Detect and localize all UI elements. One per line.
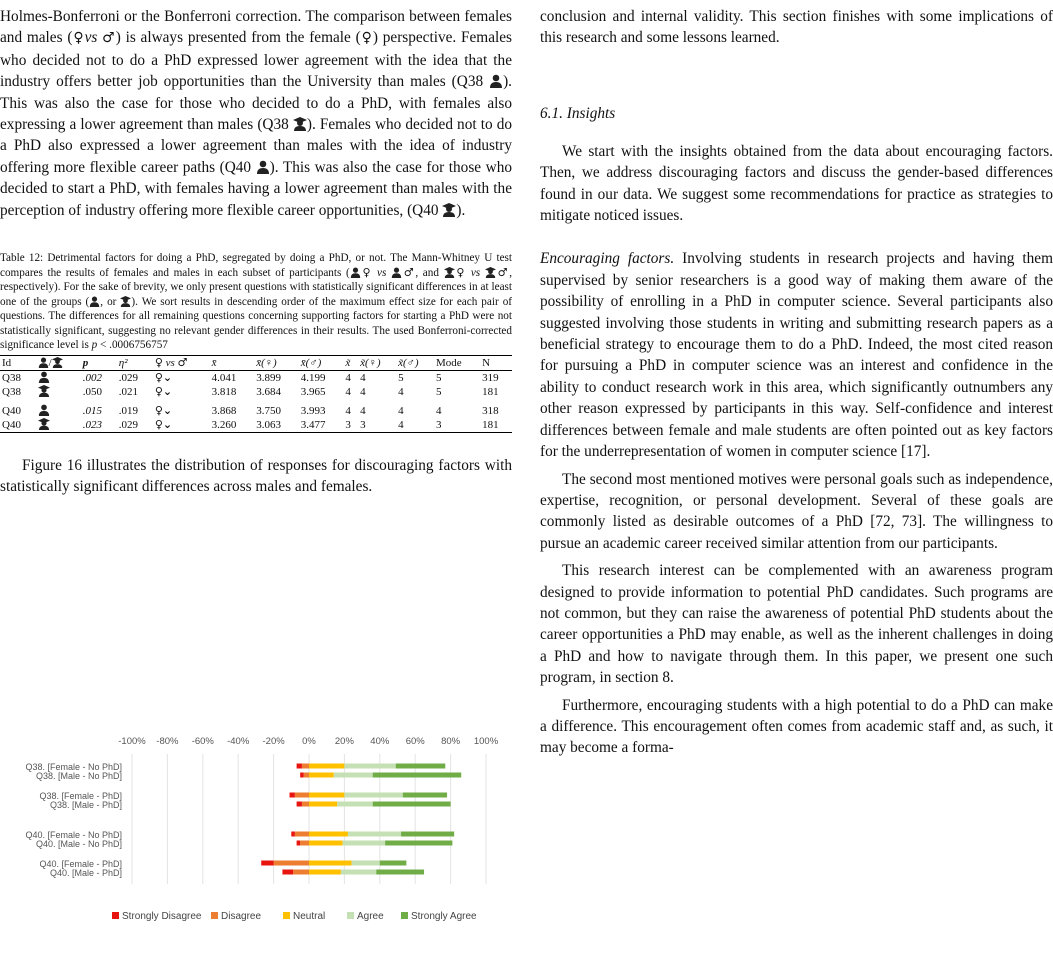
x-tick-label: 0% <box>302 736 316 747</box>
x-tick-label: -80% <box>156 736 179 747</box>
bar-segment <box>348 832 401 837</box>
table-row: Q40 .015 .019 ♀⌄ 3.868 3.750 3.993 4 4 4 4 318 <box>2 404 499 418</box>
section-heading: 6.1. Insights <box>540 104 616 122</box>
bar-segment <box>282 870 293 875</box>
legend-swatch <box>112 912 119 919</box>
bar-segment <box>290 793 295 798</box>
category-label: Q38. [Male - No PhD] <box>35 771 122 781</box>
bar-segment <box>291 832 295 837</box>
no-phd-user-icon <box>350 267 361 278</box>
no-phd-user-icon <box>89 296 100 307</box>
female-symbol: ♀ <box>360 30 373 47</box>
bar-segment <box>385 841 452 846</box>
phd-graduate-icon <box>485 267 496 278</box>
left-column <box>0 0 512 497</box>
table-caption: Table 12: Detrimental factors for doing a PhD, segregated by doing a PhD, or not. The Mann-Whitney U test compares the results of females and males in each subset of participants ( ♀ vs ♂, and ♀ vs ♂, respectively). For the sake of brevity, we only present questions with statistically significant differences in at least one of the groups ( , or ). We sort results in descending order of the maximum effect size for each pair of questions. The differences for all remaining questions concerning supporting factors for starting a PhD were not statistically significant, suggesting no relevant gender differences in their results. The used Bonferroni-corrected significance level is p < .0006756757 <box>0 252 513 352</box>
x-tick-label: -40% <box>227 736 250 747</box>
results-paragraph: Holmes-Bonferroni or the Bonferroni correction. The comparison between females and males (♀vs ♂) is always presented from the female (♀) perspective. Females who decided not to do a PhD expressed lower agreement with the idea that the industry offers better job opportunities than the University than males (Q38 ). This was also the case for those who decided to do a PhD, with females also expressing a lower agreement than males (Q38 ). Females who decided not to do a PhD also expressed a lower agreement than males with the idea of industry offering more flexible career paths (Q40 ). This was also the case for those who decided to start a PhD, with females having a lower agreement than males with the perception of industry offering more flexible career opportunities, (Q40 ). <box>0 8 512 219</box>
chart-bars <box>261 764 461 875</box>
x-tick-label: 100% <box>473 736 499 747</box>
awareness-program-paragraph: This research interest can be complemented with an awareness program designed to provide information to potential PhD candidates. Such programs are not common, but they can raise the awareness of potential PhD students about the career opportunities a PhD may enable, as well as the inherent challenges in doing a PhD and how to navigate through them. In this paper, we present one such program, in section 8. <box>540 562 1053 687</box>
insights-paragraph: We start with the insights obtained from the data about encouraging factors. Then, we address discouraging factors and discuss the gender-based differences found in our data. We suggest some recommendations for practice as strategies to mitigate noticed issues. <box>540 142 1053 225</box>
legend-swatch <box>401 912 408 919</box>
bar-segment <box>341 870 376 875</box>
phd-graduate-icon <box>120 296 131 307</box>
intro-paragraph: conclusion and internal validity. This section finishes with some implications of this research and some lessons learned. <box>540 8 1053 47</box>
bar-segment <box>295 832 309 837</box>
category-label: Q38. [Male - PhD] <box>49 800 122 810</box>
no-phd-user-icon <box>391 267 402 278</box>
legend-swatch <box>283 912 290 919</box>
phd-graduate-icon <box>293 117 307 131</box>
bar-segment <box>304 773 309 778</box>
table-row: Q38 .050 .021 ♀⌄ 3.818 3.684 3.965 4 4 4 5 181 <box>2 385 499 399</box>
bar-segment <box>302 764 309 769</box>
bar-segment <box>396 764 446 769</box>
bar-segment <box>309 861 351 866</box>
bar-segment <box>300 841 309 846</box>
bar-segment <box>297 802 302 807</box>
bar-segment <box>337 802 372 807</box>
no-phd-user-icon <box>489 74 503 88</box>
bar-segment <box>309 793 344 798</box>
bar-segment <box>401 832 454 837</box>
x-tick-label: -100% <box>118 736 146 747</box>
category-label: Q40. [Female - No PhD] <box>25 830 122 840</box>
bar-segment <box>344 764 395 769</box>
x-tick-label: 20% <box>334 736 354 747</box>
no-phd-user-icon <box>256 160 270 174</box>
legend-label: Agree <box>357 911 384 922</box>
phd-graduate-icon <box>442 203 456 217</box>
bar-segment <box>309 832 348 837</box>
bar-segment <box>309 773 334 778</box>
bar-segment <box>293 870 309 875</box>
bar-segment <box>295 793 309 798</box>
bar-segment <box>302 802 309 807</box>
bar-segment <box>380 861 407 866</box>
bar-segment <box>297 764 302 769</box>
bar-segment <box>334 773 373 778</box>
category-label: Q38. [Female - PhD] <box>39 791 122 801</box>
bar-segment <box>309 870 341 875</box>
bar-segment <box>344 793 402 798</box>
no-phd-user-icon <box>38 404 50 416</box>
legend-label: Strongly Agree <box>411 911 477 922</box>
phd-graduate-icon <box>38 418 50 430</box>
phd-graduate-icon <box>52 357 63 368</box>
table-row: Q38 .002 .029 ♀⌄ 4.041 3.899 4.199 4 4 5 5 319 <box>2 371 499 385</box>
male-symbol: ♂ <box>102 30 116 47</box>
legend-swatch <box>211 912 218 919</box>
bar-segment <box>343 841 385 846</box>
x-tick-label: 60% <box>405 736 425 747</box>
category-label: Q40. [Female - PhD] <box>39 859 122 869</box>
table-header-row: Id / p η² ♀ vs ♂ x̄ x̄(♀) x̄(♂) x̃ x̃(♀) x̃(♂) Mode N <box>0 355 512 370</box>
paragraph-heading: Encouraging factors. <box>540 250 675 268</box>
bar-segment <box>309 841 343 846</box>
bar-segment <box>373 802 451 807</box>
bar-segment <box>261 861 273 866</box>
bar-segment <box>351 861 379 866</box>
bar-segment <box>297 841 301 846</box>
encouragement-paragraph: Furthermore, encouraging students with a high potential to do a PhD can make a difference. This encouragement often comes from academic staff and, as such, it may become a forma- <box>540 696 1053 757</box>
chart-row-labels <box>25 762 122 878</box>
x-tick-label: 80% <box>441 736 461 747</box>
chart-legend <box>112 911 477 922</box>
bar-segment <box>309 802 337 807</box>
bar-segment <box>403 793 447 798</box>
results-table <box>0 355 512 433</box>
phd-graduate-icon <box>444 267 455 278</box>
personal-goals-paragraph: The second most mentioned motives were personal goals such as independence, expertise, recognition, or personal development. Several of these goals are commonly listed as desirable outcomes of a PhD [72, 73]. The willingness to pursue an academic career received similar attention from our participants. <box>540 470 1053 552</box>
category-label: Q40. [Male - PhD] <box>49 868 122 878</box>
bar-segment <box>274 861 309 866</box>
likert-stacked-bar-chart <box>0 718 512 958</box>
category-label: Q38. [Female - No PhD] <box>25 762 122 772</box>
bar-segment <box>309 764 344 769</box>
chart-x-ticks <box>118 736 498 747</box>
legend-swatch <box>347 912 354 919</box>
legend-label: Disagree <box>221 911 262 922</box>
bar-segment <box>300 773 304 778</box>
category-label: Q40. [Male - No PhD] <box>35 839 122 849</box>
encouraging-factors-paragraph: Encouraging factors. Involving students in research projects and having them supervised by senior researchers is a good way of making them aware of the possibility of enrolling in a PhD in computer science. Several participants also suggested involving those students in writing and submitting research papers as a beneficial strategy to encourage them to do a PhD. Indeed, the most cited reason for pursuing a PhD in computer science was an interest and confidence in the ability to conduct research work in this area, which significantly outnumbers any other reason expressed by participants in this way. Self-confidence and interest differences between female and male students are often pointed out as key factors for the underrepresentation of women in computer science [17]. <box>540 250 1053 461</box>
x-tick-label: 40% <box>370 736 390 747</box>
phd-graduate-icon <box>38 385 50 397</box>
legend-label: Strongly Disagree <box>122 911 202 922</box>
no-phd-user-icon <box>38 371 50 383</box>
figure-reference-paragraph: Figure 16 illustrates the distribution of responses for discouraging factors with statistically significant differences across males and females. <box>0 456 512 495</box>
female-symbol: ♀ <box>72 30 85 47</box>
no-phd-user-icon <box>38 357 49 368</box>
x-tick-label: -20% <box>262 736 285 747</box>
bar-segment <box>376 870 424 875</box>
bar-segment <box>373 773 462 778</box>
legend-label: Neutral <box>293 911 326 922</box>
x-tick-label: -60% <box>191 736 214 747</box>
right-column <box>540 0 1053 759</box>
table-row: Q40 .023 .029 ♀⌄ 3.260 3.063 3.477 3 3 4 3 181 <box>2 418 499 432</box>
